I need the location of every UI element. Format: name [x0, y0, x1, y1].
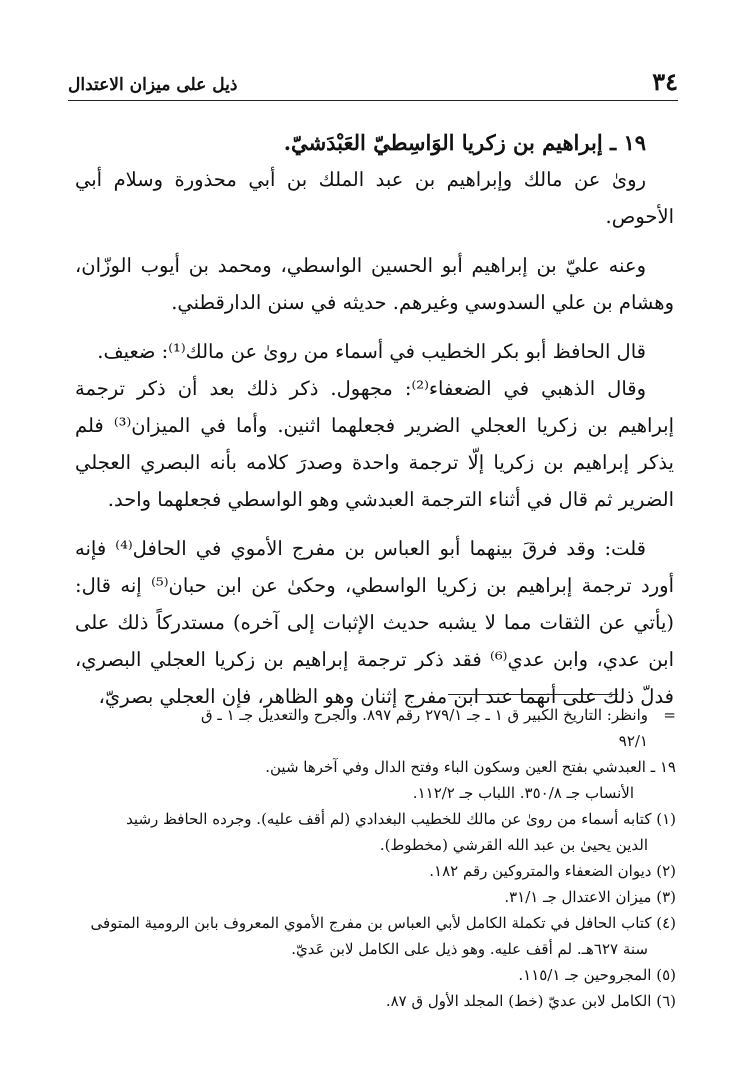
footnote-4-line2: سنة ٦٢٧هـ. لم أقف عليه. وهو ذيل على الكامل لابن عَديّ.: [291, 940, 648, 958]
footnote-4: (٤) كتاب الحافل في تكملة الكامل لأبي العباس بن مفرج الأموي المعروف بابن الرومية المتوفى: [90, 914, 676, 932]
continuation-mark: =: [663, 706, 676, 724]
footnote-2: (٢) ديوان الضعفاء والمتروكين رقم ١٨٢.: [429, 862, 676, 880]
entry-heading: ١٩ ـ إبراهيم بن زكريا الوَاسِطيّ العَبْدَشيّ.: [283, 130, 646, 155]
footnotes: [72, 702, 676, 1014]
paragraph-comment: قلت: وقد فرقَ بينهما أبو العباس بن مفرج الأموي في الحافل⁽⁴⁾ فإنه أورد ترجمة إبراهيم بن زكريا الواسطي، وحكىٰ عن ابن حبان⁽⁵⁾ إنه قال: (يأتي عن الثقات مما لا يشبه حديث الإثبات إلى آخره) مستدركاً ذلك على ابن عدي، وابن عدي⁽⁶⁾ فقد ذكر ترجمة إبراهيم بن زكريا العجلي البصري، فدلّ ذلك على أنهما عند ابن مفرج إثنان وهو الظاهر، فإن العجلي بصريّ،: [75, 537, 674, 708]
footnote-5: (٥) المجروحين جـ ١١٥/١.: [518, 966, 676, 984]
footnote-6: (٦) الكامل لابن عديّ (خط) المجلد الأول ق ٨٧.: [385, 992, 676, 1010]
footnote-continuation: [72, 702, 676, 728]
header-rule: [68, 100, 678, 101]
paragraph-narrators-to: وعنه عليّ بن إبراهيم أبو الحسين الواسطي، ومحمد بن أيوب الوزّان، وهشام بن علي السدوسي وغيرهم. حديثه في سنن الدارقطني.: [75, 254, 674, 314]
footnote-19-line2: الأنساب جـ ٣٥٠/٨. اللباب جـ ١١٢/٢.: [412, 784, 634, 802]
paragraph-narrators-from: روىٰ عن مالك وإبراهيم بن عبد الملك بن أبي محذورة وسلام أبي الأحوص.: [75, 168, 674, 228]
footnote-rule: [448, 694, 618, 695]
paragraph-khatib: قال الحافظ أبو بكر الخطيب في أسماء من روىٰ عن مالك⁽¹⁾: ضعيف.: [97, 340, 646, 363]
paragraph-dhahabi: وقال الذهبي في الضعفاء⁽²⁾: مجهول. ذكر ذلك بعد أن ذكر ترجمة إبراهيم بن زكريا العجلي الضرير فجعلهما اثنين. وأما في الميزان⁽³⁾ فلم يذكر إبراهيم بن زكريا إلّا ترجمة واحدة وصدرَ كلامه بأنه البصري العجلي الضرير ثم قال في أثناء الترجمة العبدشي وهو الواسطي فجعلهما واحد.: [75, 377, 675, 511]
footnote-19: ١٩ ـ العبدشي بفتح العين وسكون الباء وفتح الدال وفي آخرها شين.: [265, 758, 676, 776]
running-title: ذيل على ميزان الاعتدال: [68, 75, 238, 95]
main-text: [75, 120, 674, 715]
page-header: [68, 64, 678, 94]
footnote-1: (١) كتابه أسماء من روىٰ عن مالك للخطيب البغدادي (لم أقف عليه). وجرده الحافظ رشيد: [126, 810, 676, 828]
footnote-1-line2: الدين يحيىٰ بن عبد الله القرشي (مخطوط).: [379, 836, 648, 854]
page-number: ٣٤: [652, 67, 678, 96]
footnote-continuation-line2: ٩٢/١: [618, 732, 648, 750]
footnote-3: (٣) ميزان الاعتدال جـ ٣١/١.: [504, 888, 676, 906]
footnote-continuation-text: وانظر: التاريخ الكبير ق ١ ـ جـ ٢٧٩/١ رقم ٨٩٧. والجرح والتعديل جـ ١ ـ ق: [201, 706, 648, 724]
